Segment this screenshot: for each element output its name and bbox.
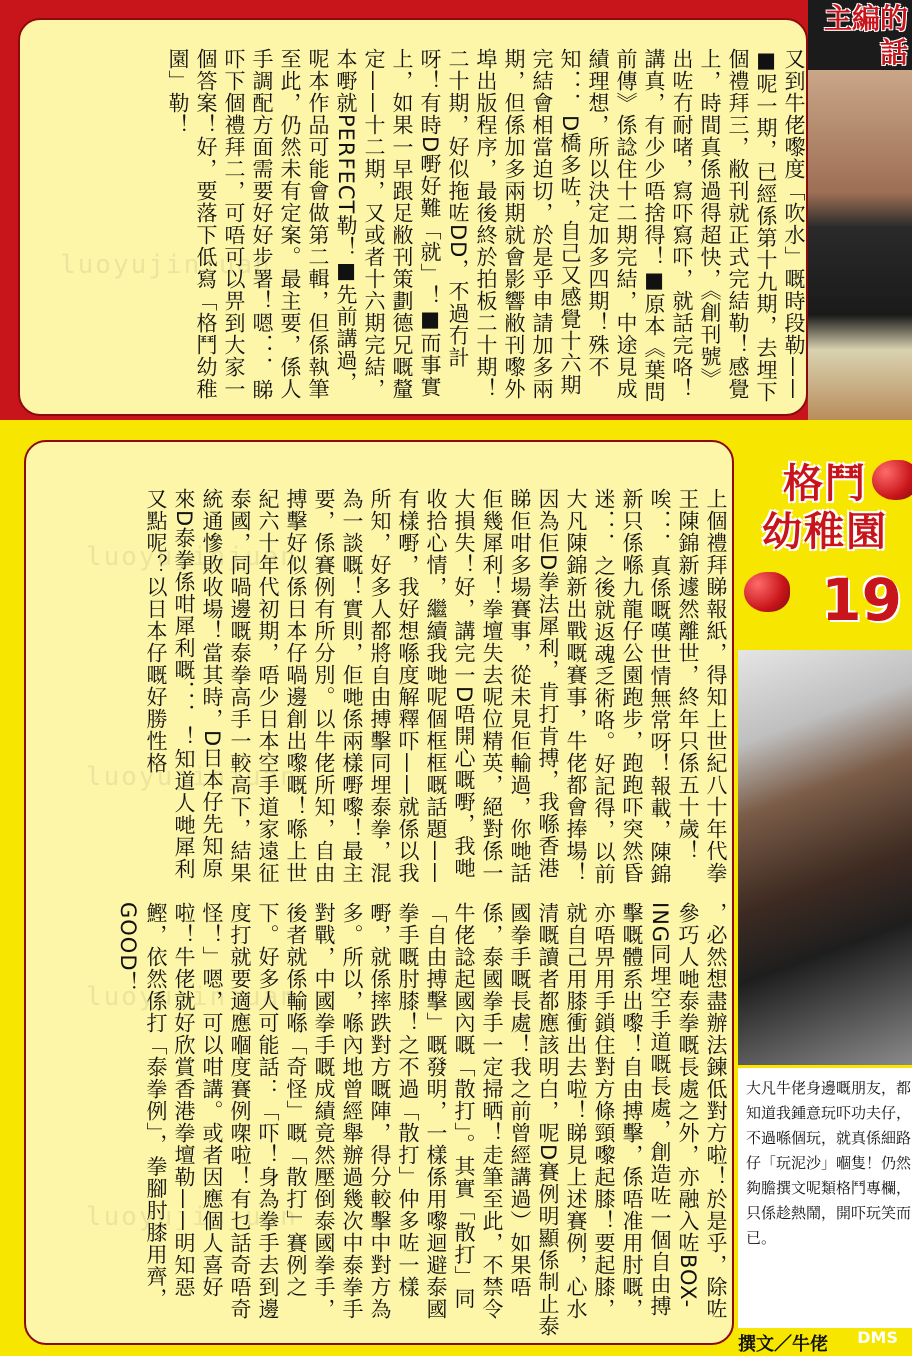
column-text-part2: ，必然想盡辦法鍊低對方啦！於是乎，除咗參巧人哋泰拳嘅長處之外，亦融入咗BOX-ING同埋空手道嘅長處，創造咗一個自由搏擊嘅體系出嚟！自由搏擊，係唔准用肘嘅，亦唔畀用手鎖住對方條頸嚟起膝！要起膝，就自己用膝衝出去啦！睇見上述賽例，心水清嘅讀者都應該明白，呢D賽例明顯係制止泰國拳手嘅長處！我之前曾經講過）如果唔係，泰國拳手一定掃晒！走筆至此，不禁令牛佬諗起國內嘅「散打」。其實「散打」同「自由搏擊」嘅發明，一樣係用嚟迴避泰國拳手嘅肘膝！之不過「散打」仲多咗一樣嘢，就係摔跌對方嘅陣，得分較擊中對方為多。所以，喺內地曾經舉辦過幾次中泰拳手對戰，中國拳手嘅成績竟然壓倒泰國拳手，後者就係輸喺「奇怪」嘅「散打」賽例之下。好多人可能話：「吓！身為拳手去到邊度打就要適應嗰度賽例㗎啦！有乜話奇唔奇怪！」嗯，可以咁講。或者因應個人喜好啦！牛佬就好欣賞香港拳壇勒——明知惡鰹，依然係打「泰拳例」，拳腳肘膝用齊，GOOD！	[116, 902, 728, 1338]
watermark: luoyujinjuan	[86, 982, 298, 1012]
column-issue-number: 19	[821, 566, 902, 634]
column-title-line1: 格鬥	[783, 461, 867, 507]
watermark: luoyujinjuan	[86, 542, 298, 572]
editor-photo	[808, 70, 912, 420]
site-logo: DMS	[857, 1328, 898, 1347]
fight-photo	[738, 650, 912, 1065]
byline: 撰文／牛佬	[738, 1334, 828, 1355]
watermark: luoyujinjuan	[86, 762, 298, 792]
boxing-glove-icon	[872, 460, 912, 500]
watermark: luoyujinjuan	[60, 250, 272, 280]
photo-caption: 大凡牛佬身邊嘅朋友，都知道我鍾意玩吓功夫仔，不過喺個玩，就真係細路仔「玩泥沙」嗰隻！仍然夠膽撰文呢類格鬥專欄，只係趁熱鬧，開吓玩笑而已。	[746, 1079, 912, 1247]
editor-title: 主編的話	[823, 2, 908, 69]
editor-header	[808, 0, 912, 420]
column-text-part1: 上個禮拜睇報紙，得知上世紀八十年代拳王陳錦新遽然離世，終年只係五十歲！唉．．．真係嘅嘆世情無常呀！報載，陳錦新只係喺九龍仔公園跑步，跑跑吓突然昏迷．．．之後就返魂乏術咯。好記得，以前大凡陳錦新出戰嘅賽事，牛佬都會捧場！因為佢D拳法犀利，肯打肯搏，我喺香港睇佢咁多場賽事，從未見佢輸過，你哋話佢幾犀利！拳壇失去呢位精英，絕對係一大損失！好，講完一D唔開心嘅嘢，我哋收拾心情，繼續我哋呢個框框嘅話題——有樣嘢，我好想喺度解釋吓——就係以我所知，好多人都將自由搏擊同埋泰拳，混為一談嘅！實則，佢哋係兩樣嘢嚟！最主要，係賽例有所分別。以牛佬所知，自由搏擊好似係日本仔喎邊創出嚟嘅！喺上世紀六十年代初期，唔少日本空手道家遠征泰國，同喎邊嘅泰拳高手一較高下，結果統通慘敗收場！當其時，D日本仔先知原來D泰拳係咁犀利嘅．．．！知道人哋犀利又點呢？以日本仔嘅好勝性格	[144, 488, 728, 885]
watermark: luoyujinjuan	[86, 1202, 298, 1232]
boxing-glove-icon	[744, 572, 790, 612]
editor-note-text: 又到牛佬嚟度「吹水」嘅時段勒——■呢一期，已經係第十九期，去埋下個禮拜三，敝刊就正式完結勒！感覺上，時間真係過得超快，《創刊號》出咗冇耐啫，寫吓寫吓，就話完咯！講真，有少少唔捨得！■原本《葉問前傳》係諗住十二期完結，中途見成績理想，所以決定加多四期！殊不知．．．D橋多咗，自己又感覺十六期完結會相當迫切，於是乎申請加多兩期，但係加多兩期就會影響敝刊嚟外埠出版程序，最後終於拍板二十期！二十期，好似拖咗DD，不過冇計呀！有時D嘢好難「就」！■而事實上，如果一早跟足敝刊策劃德兄嘅釐定——十二期，又或者十六期完結，本嘢就PERFECT勒！■先前講過，呢本作品可能會做第二輯，但係執筆至此，仍然未有定案。最主要，係人手調配方面需要好好步署！嗯．．．睇吓下個禮拜二，可唔可以畀到大家一個答案！好，要落下低寫「格鬥幼稚園」勒！	[166, 48, 806, 403]
column-title-line2: 幼稚園	[762, 509, 888, 555]
